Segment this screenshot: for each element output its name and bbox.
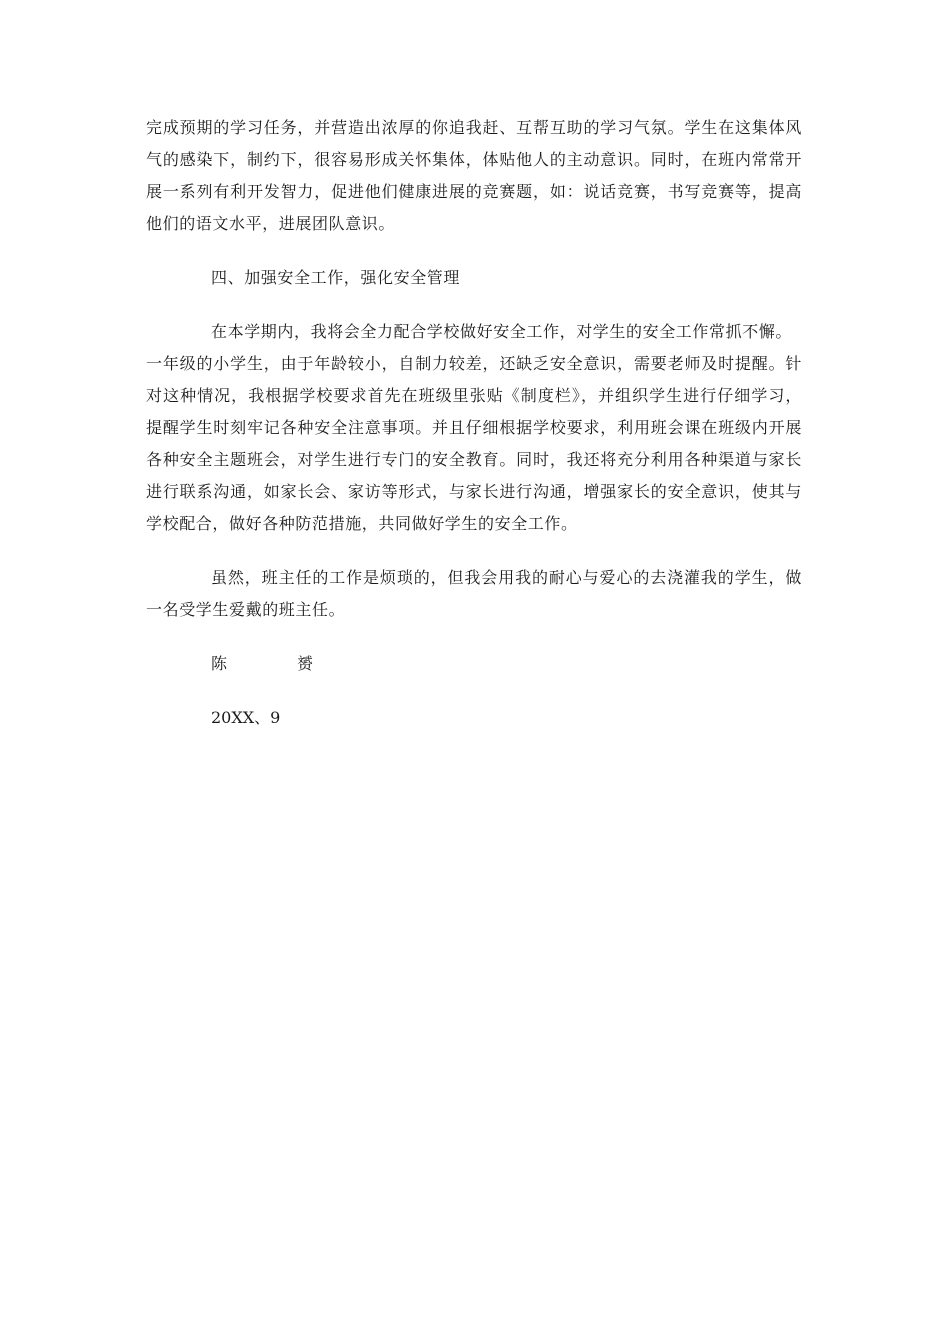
paragraph-2-line: 学校配合，做好各种防范措施，共同做好学生的安全工作。 [146, 514, 578, 533]
signature-given-name: 赟 [297, 654, 314, 673]
signature-surname: 陈 [211, 654, 228, 673]
paragraph-2-line: 进行联系沟通，如家长会、家访等形式，与家长进行沟通，增强家长的安全意识，使其与 [146, 482, 802, 501]
spacer [146, 626, 802, 648]
spacer [146, 680, 802, 702]
document-page [146, 112, 802, 734]
paragraph-2-line: 各种安全主题班会，对学生进行专门的安全教育。同时，我还将充分利用各种渠道与家长 [146, 450, 802, 469]
paragraph-1-line: 气的感染下，制约下，很容易形成关怀集体，体贴他人的主动意识。同时，在班内常常开 [146, 150, 802, 169]
date: 20XX、9 [211, 708, 281, 727]
paragraph-1-line: 展一系列有利开发智力，促进他们健康进展的竞赛题，如：说话竞赛，书写竞赛等，提高 [146, 182, 802, 201]
paragraph-3-line: 虽然，班主任的工作是烦琐的，但我会用我的耐心与爱心的去浇灌我的学生，做 [211, 568, 802, 587]
paragraph-1 [146, 112, 802, 240]
paragraph-2-line: 在本学期内，我将会全力配合学校做好安全工作，对学生的安全工作常抓不懈。 [211, 322, 793, 341]
paragraph-3-line: 一名受学生爱戴的班主任。 [146, 600, 346, 619]
paragraph-2-line: 一年级的小学生，由于年龄较小，自制力较差，还缺乏安全意识，需要老师及时提醒。针 [146, 354, 802, 373]
paragraph-2-line: 提醒学生时刻牢记各种安全注意事项。并且仔细根据学校要求，利用班会课在班级内开展 [146, 418, 802, 437]
spacer [146, 240, 802, 262]
paragraph-3 [146, 562, 802, 626]
section-heading: 四、加强安全工作，强化安全管理 [211, 268, 461, 287]
spacer [146, 540, 802, 562]
paragraph-2-line: 对这种情况，我根据学校要求首先在班级里张贴《制度栏》，并组织学生进行仔细学习， [146, 386, 802, 405]
signature [146, 648, 802, 680]
paragraph-2 [146, 316, 802, 540]
paragraph-1-line: 完成预期的学习任务，并营造出浓厚的你追我赶、互帮互助的学习气氛。学生在这集体风 [146, 118, 802, 137]
spacer [146, 294, 802, 316]
paragraph-1-line: 他们的语文水平，进展团队意识。 [146, 214, 396, 233]
